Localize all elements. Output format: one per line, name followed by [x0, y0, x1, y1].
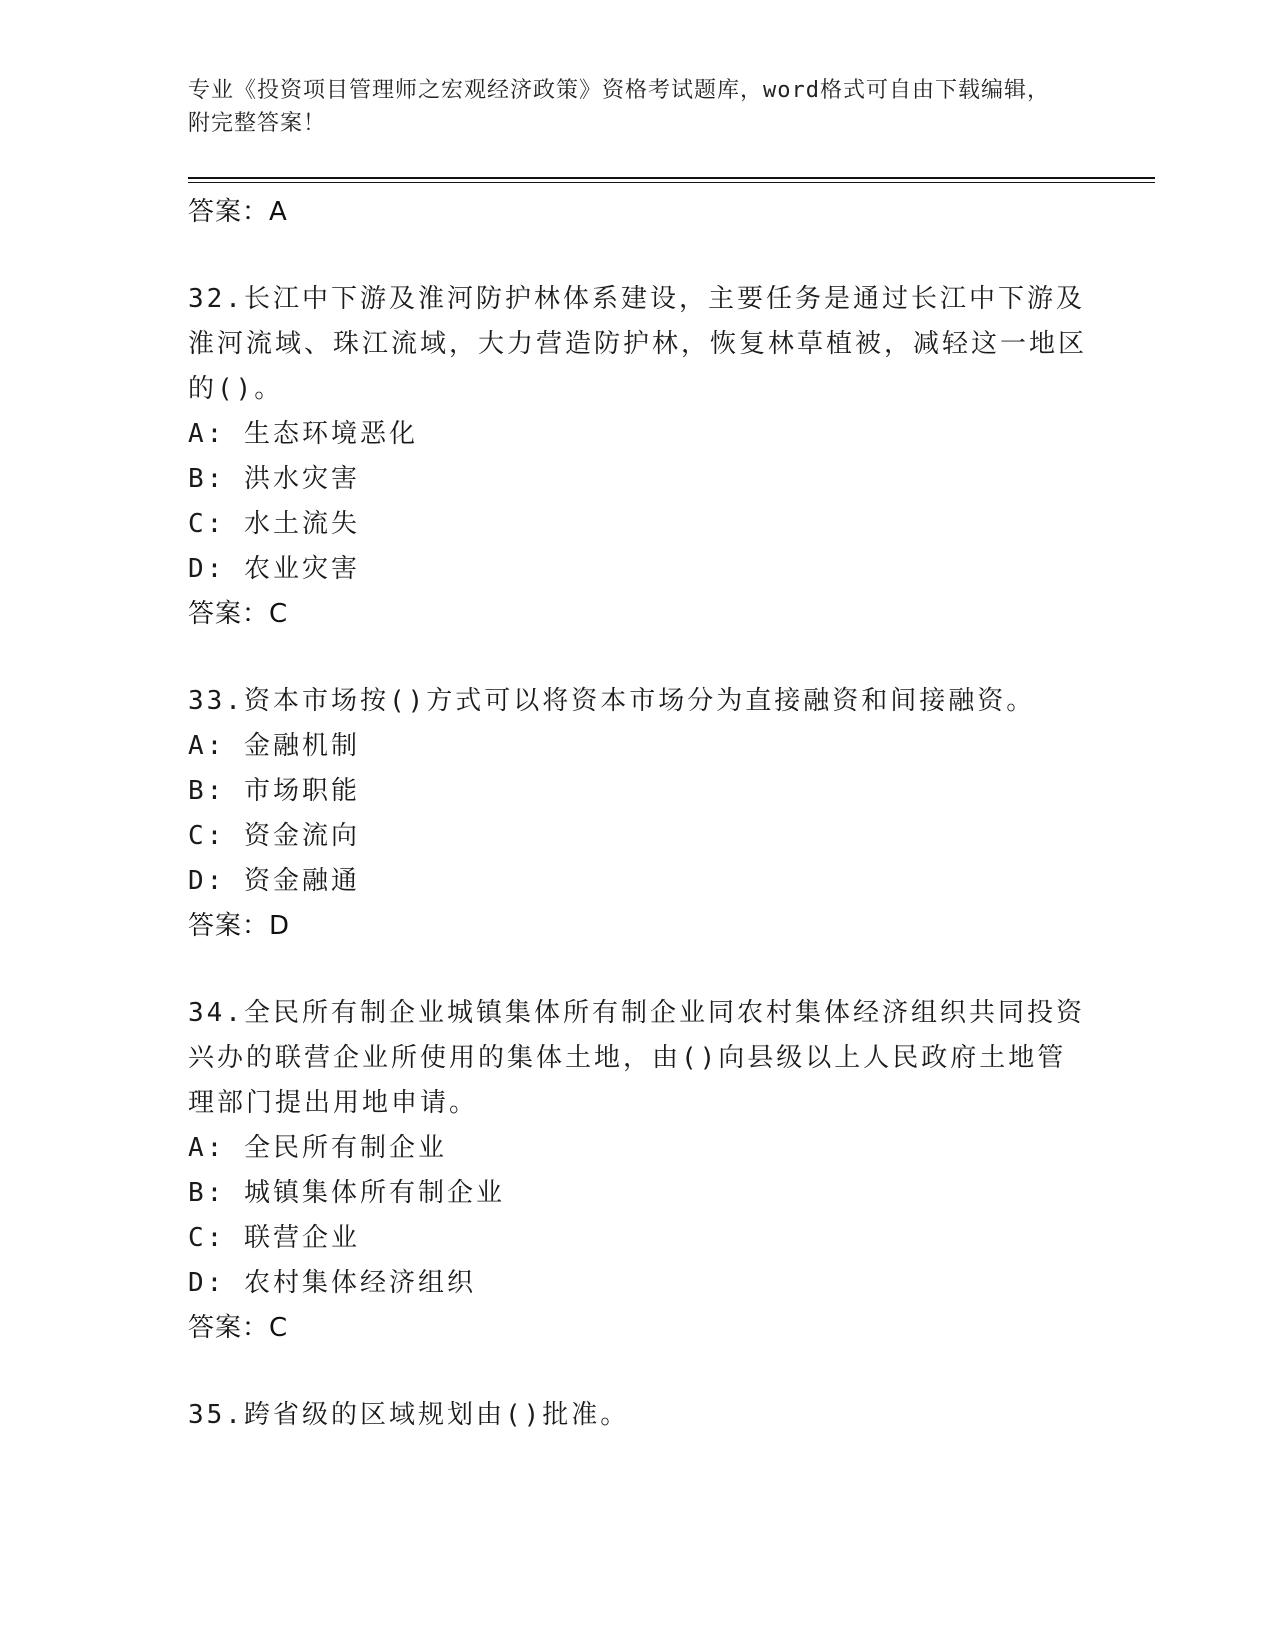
option-a: A: 金融机制 — [188, 731, 360, 761]
option-b: B: 城镇集体所有制企业 — [188, 1178, 505, 1208]
answer-line: 答案：C — [188, 1313, 289, 1343]
option-a: A: 生态环境恶化 — [188, 419, 418, 449]
option-c: C: 联营企业 — [188, 1223, 360, 1253]
option-d: D: 资金融通 — [188, 866, 360, 896]
option-a: A: 全民所有制企业 — [188, 1133, 447, 1163]
question-list — [188, 190, 1088, 1438]
header-divider — [188, 177, 1155, 179]
header-divider-thin — [188, 182, 1155, 183]
answer-line: 答案：D — [188, 911, 291, 941]
question-stem: 33.资本市场按()方式可以将资本市场分为直接融资和间接融资。 — [188, 686, 1036, 716]
answer-line: 答案：C — [188, 599, 289, 629]
option-b: B: 洪水灾害 — [188, 464, 360, 494]
option-d: D: 农村集体经济组织 — [188, 1268, 476, 1298]
document-header: 专业《投资项目管理师之宏观经济政策》资格考试题库，word格式可自由下载编辑，附完整答案！ — [188, 78, 1050, 136]
question-stem: 35.跨省级的区域规划由()批准。 — [188, 1400, 630, 1430]
question-stem: 32.长江中下游及淮河防护林体系建设，主要任务是通过长江中下游及淮河流域、珠江流域，大力营造防护林，恢复林草植被，减轻这一地区的()。 — [188, 284, 1088, 404]
option-d: D: 农业灾害 — [188, 554, 360, 584]
option-c: C: 水土流失 — [188, 509, 360, 539]
answer-line: 答案：A — [188, 197, 288, 227]
option-c: C: 资金流向 — [188, 821, 360, 851]
question-stem: 34.全民所有制企业城镇集体所有制企业同农村集体经济组织共同投资兴办的联营企业所使用的集体土地，由()向县级以上人民政府土地管理部门提出用地申请。 — [188, 998, 1085, 1118]
option-b: B: 市场职能 — [188, 776, 360, 806]
